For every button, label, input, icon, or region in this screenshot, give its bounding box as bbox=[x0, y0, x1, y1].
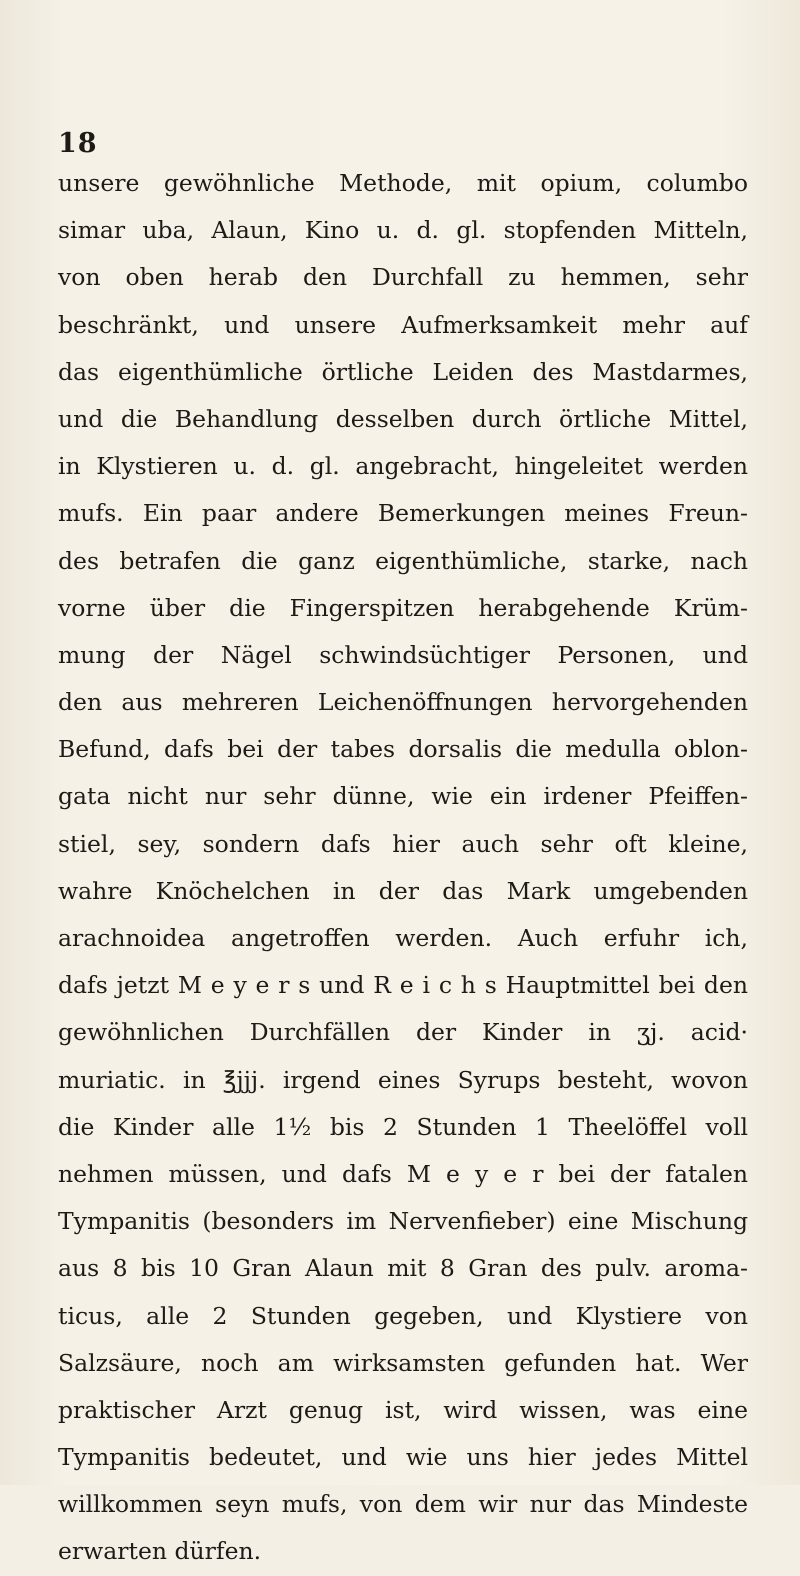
text-line: in Klystieren u. d. gl. angebracht, hingeleitet werden bbox=[58, 452, 748, 481]
text-line: stiel, sey, sondern dafs hier auch sehr oft kleine, bbox=[58, 829, 748, 858]
text-line: Salzsäure, noch am wirksamsten gefunden hat. Wer bbox=[58, 1348, 748, 1377]
text-line: mufs. Ein paar andere Bemerkungen meines Freun- bbox=[58, 499, 748, 528]
body-text bbox=[58, 160, 748, 1576]
text-line: praktischer Arzt genug ist, wird wissen, was eine bbox=[58, 1395, 748, 1424]
text-line: gata nicht nur sehr dünne, wie ein irdener Pfeiffen- bbox=[58, 782, 748, 811]
text-line: des betrafen die ganz eigenthümliche, starke, nach bbox=[58, 546, 748, 575]
text-line: Befund, dafs bei der tabes dorsalis die medulla oblon- bbox=[58, 735, 748, 764]
text-line: muriatic. in ℥jjj. irgend eines Syrups besteht, wovon bbox=[58, 1065, 748, 1094]
text-line: gewöhnlichen Durchfällen der Kinder in ʒj. acid· bbox=[58, 1018, 748, 1047]
page-number: 18 bbox=[58, 128, 98, 159]
text-line: und die Behandlung desselben durch örtliche Mittel, bbox=[58, 404, 748, 433]
text-line: aus 8 bis 10 Gran Alaun mit 8 Gran des pulv. aroma- bbox=[58, 1254, 748, 1283]
text-line: simar uba, Alaun, Kino u. d. gl. stopfenden Mitteln, bbox=[58, 216, 748, 245]
text-line: dafs jetzt M e y e r s und R e i c h s Hauptmittel bei den bbox=[58, 971, 748, 1000]
text-line: willkommen seyn mufs, von dem wir nur das Mindeste bbox=[58, 1490, 748, 1519]
text-line: wahre Knöchelchen in der das Mark umgebenden bbox=[58, 876, 748, 905]
text-line: ticus, alle 2 Stunden gegeben, und Klystiere von bbox=[58, 1301, 748, 1330]
text-line: Tympanitis (besonders im Nervenfieber) eine Mischung bbox=[58, 1207, 748, 1236]
text-line: von oben herab den Durchfall zu hemmen, sehr bbox=[58, 263, 748, 292]
text-line: erwarten dürfen. bbox=[58, 1537, 262, 1566]
text-line: Tympanitis bedeutet, und wie uns hier jedes Mittel bbox=[58, 1443, 748, 1472]
text-line: mung der Nägel schwindsüchtiger Personen, und bbox=[58, 640, 748, 669]
text-line: nehmen müssen, und dafs M e y e r bei der fatalen bbox=[58, 1159, 748, 1188]
text-line: unsere gewöhnliche Methode, mit opium, columbo bbox=[58, 169, 748, 197]
text-line: arachnoidea angetroffen werden. Auch erfuhr ich, bbox=[58, 924, 748, 952]
text-line: das eigenthümliche örtliche Leiden des Mastdarmes, bbox=[58, 357, 748, 386]
text-line: beschränkt, und unsere Aufmerksamkeit mehr auf bbox=[58, 310, 748, 339]
text-line: vorne über die Fingerspitzen herabgehende Krüm- bbox=[58, 593, 748, 622]
text-line: die Kinder alle 1½ bis 2 Stunden 1 Theelöffel voll bbox=[58, 1112, 748, 1141]
text-line: den aus mehreren Leichenöffnungen hervorgehenden bbox=[58, 688, 748, 717]
